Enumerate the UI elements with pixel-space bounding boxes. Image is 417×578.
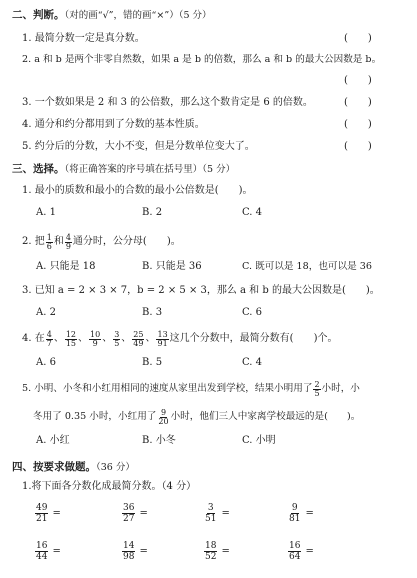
denominator: 91 — [157, 338, 168, 348]
denominator: 98 — [123, 552, 135, 562]
denominator: 15 — [65, 338, 77, 348]
equals-sign: = — [305, 508, 314, 519]
choice-q5-line-2 — [33, 406, 360, 428]
q1-option-a[interactable]: A. 1 — [36, 207, 56, 218]
denominator: 64 — [289, 552, 301, 562]
item-text: 在 — [34, 333, 45, 344]
section-title: 二、判断。 — [12, 9, 65, 21]
denominator: 9 — [65, 241, 71, 251]
item-number: 5. — [22, 141, 32, 152]
fraction — [35, 541, 48, 562]
denominator: 9 — [92, 338, 98, 348]
equals-sign: = — [305, 546, 314, 557]
denominator: 81 — [289, 514, 301, 524]
choice-q3 — [22, 284, 380, 298]
denominator: 51 — [205, 514, 217, 524]
numerator: 3 — [114, 329, 120, 339]
simplify-fraction-3[interactable] — [203, 503, 230, 524]
item-number: 2. — [22, 54, 32, 65]
item-text: 将下面各分数化成最简分数。（4 分） — [31, 481, 197, 492]
answer-paren-1[interactable]: ( ) — [344, 33, 372, 44]
q1-option-c[interactable]: C. 4 — [242, 207, 263, 218]
simplify-fraction-5[interactable] — [34, 541, 61, 562]
fraction — [288, 541, 301, 562]
q3-option-b[interactable]: B. 3 — [142, 307, 163, 318]
item-text: 小时，小 — [321, 383, 360, 394]
judge-item-2 — [22, 53, 381, 67]
q3-option-c[interactable]: C. 6 — [242, 307, 263, 318]
answer-paren-2[interactable]: ( ) — [344, 75, 372, 86]
fraction — [113, 331, 120, 348]
item-text: 冬用了 0.35 小时，小红用了 — [33, 411, 157, 422]
equals-sign: = — [139, 508, 148, 519]
item-number: 4. — [22, 333, 32, 344]
judge-item-4 — [22, 118, 205, 132]
denominator: 6 — [46, 241, 52, 251]
item-number: 2. — [22, 236, 32, 247]
judge-item-5 — [22, 140, 255, 154]
fraction — [288, 503, 301, 524]
fraction — [204, 503, 217, 524]
numerator: 18 — [205, 541, 217, 551]
fraction — [65, 234, 72, 251]
numerator: 13 — [157, 329, 168, 339]
section-3-heading — [12, 162, 235, 177]
choice-q2 — [22, 232, 181, 252]
q1-option-b[interactable]: B. 2 — [142, 207, 163, 218]
q4-option-c[interactable]: C. 4 — [242, 357, 263, 368]
denominator: 49 — [133, 338, 144, 348]
q4-option-a[interactable]: A. 6 — [36, 357, 56, 368]
fraction — [89, 331, 101, 348]
fraction — [156, 331, 168, 348]
answer-paren-5[interactable]: ( ) — [344, 141, 372, 152]
simplify-fraction-7[interactable] — [203, 541, 230, 562]
numerator: 10 — [90, 329, 101, 339]
numerator: 49 — [36, 503, 48, 513]
item-text: 通分和约分都用到了分数的基本性质。 — [34, 119, 205, 130]
section-title: 三、选择。 — [12, 163, 65, 175]
numerator: 12 — [65, 329, 77, 339]
fraction — [132, 331, 144, 348]
item-text: 小时，他们三人中家离学校最远的是( )。 — [170, 411, 361, 422]
denominator: 27 — [123, 514, 135, 524]
numerator: 2 — [314, 379, 320, 389]
denominator: 20 — [158, 416, 169, 426]
simplify-fraction-1[interactable] — [34, 503, 61, 524]
simplify-fraction-2[interactable] — [121, 503, 148, 524]
fraction — [313, 381, 320, 398]
item-number: 1. — [22, 33, 32, 44]
numerator: 25 — [133, 329, 144, 339]
equals-sign: = — [52, 546, 61, 557]
judge-item-3 — [22, 96, 313, 110]
fraction — [35, 503, 48, 524]
numerator: 1 — [46, 232, 52, 242]
q2-option-c[interactable]: C. 既可以是 18，也可以是 36 — [242, 261, 372, 272]
item-text: 最小的质数和最小的合数的最小公倍数是( )。 — [34, 185, 253, 196]
q3-option-a[interactable]: A. 2 — [36, 307, 56, 318]
simplify-fraction-4[interactable] — [287, 503, 314, 524]
numerator: 9 — [291, 503, 298, 513]
numerator: 4 — [65, 232, 71, 242]
choice-q1 — [22, 184, 253, 198]
choice-q5-line-1 — [22, 378, 360, 400]
q2-option-a[interactable]: A. 只能是 18 — [36, 261, 96, 272]
numerator: 36 — [123, 503, 135, 513]
fraction — [157, 409, 169, 426]
item-text: 把 — [34, 236, 45, 247]
denominator: 5 — [314, 388, 320, 398]
section-note: （将正确答案的序号填在括号里）（5 分） — [64, 164, 236, 175]
numerator: 4 — [46, 329, 52, 339]
equals-sign: = — [221, 508, 230, 519]
q5-option-b[interactable]: B. 小冬 — [142, 435, 176, 446]
denominator: 44 — [36, 552, 48, 562]
item-text: 最简分数一定是真分数。 — [34, 33, 145, 44]
item-text: 通分时，公分母( )。 — [72, 236, 181, 247]
item-text: 这几个分数中，最简分数有( )个。 — [169, 333, 338, 344]
section-title: 四、按要求做题。 — [12, 461, 96, 473]
simplify-fraction-8[interactable] — [287, 541, 314, 562]
item-text: 约分后的分数，大小不变，但是分数单位变大了。 — [34, 141, 255, 152]
simplify-fraction-6[interactable] — [121, 541, 148, 562]
numerator: 16 — [289, 541, 301, 551]
section-note: （对的画“√”，错的画“×”）（5 分） — [64, 10, 212, 21]
task-q1 — [22, 480, 196, 494]
item-number: 1. — [22, 185, 32, 196]
section-note: （36 分） — [96, 462, 135, 473]
q5-option-c[interactable]: C. 小明 — [242, 435, 276, 446]
fraction — [122, 503, 135, 524]
equals-sign: = — [221, 546, 230, 557]
section-4-heading — [12, 460, 135, 475]
fraction — [204, 541, 217, 562]
item-number: 3. — [22, 97, 32, 108]
item-text: 一个数如果是 2 和 3 的公倍数，那么这个数肯定是 6 的倍数。 — [34, 97, 313, 108]
fraction — [46, 331, 53, 348]
numerator: 14 — [123, 541, 135, 551]
choice-q4: 4. 在 $\frac{4}{7}$ 、 $\frac{12}{15}$ 、 $\frac{10}{9}$ 、 $\frac{3}{5}$ 、 $\frac{25}{49}$ 、 $\frac{13}{91}$ 这几个分数中，最简分数有( )个。 — [22, 329, 338, 348]
item-text: 已知 a = 2 × 3 × 7，b = 2 × 5 × 3，那么 a 和 b 的最大公因数是( )。 — [34, 285, 380, 296]
denominator: 7 — [46, 338, 52, 348]
fraction — [122, 541, 135, 562]
fraction — [65, 331, 77, 348]
numerator: 16 — [36, 541, 48, 551]
numerator: 3 — [207, 503, 214, 513]
item-number: 5. — [22, 383, 32, 394]
answer-paren-4[interactable]: ( ) — [344, 119, 372, 130]
denominator: 21 — [36, 514, 48, 524]
equals-sign: = — [52, 508, 61, 519]
numerator: 9 — [160, 407, 167, 417]
judge-item-1 — [22, 32, 145, 46]
item-text: 和 — [53, 236, 64, 247]
q2-option-b[interactable]: B. 只能是 36 — [142, 261, 202, 272]
item-text: 小明、小冬和小红用相同的速度从家里出发到学校，结果小明用了 — [34, 383, 313, 394]
fraction — [46, 234, 53, 251]
denominator: 5 — [114, 338, 120, 348]
section-2-heading — [12, 8, 212, 23]
q4-option-b[interactable]: B. 5 — [142, 357, 163, 368]
item-number: 1. — [22, 481, 32, 492]
equals-sign: = — [139, 546, 148, 557]
denominator: 52 — [205, 552, 217, 562]
answer-paren-3[interactable]: ( ) — [344, 97, 372, 108]
item-number: 3. — [22, 285, 32, 296]
item-text: a 和 b 是两个非零自然数，如果 a 是 b 的倍数，那么 a 和 b 的最大公因数是 b。 — [34, 54, 382, 65]
q5-option-a[interactable]: A. 小红 — [36, 435, 70, 446]
item-number: 4. — [22, 119, 32, 130]
